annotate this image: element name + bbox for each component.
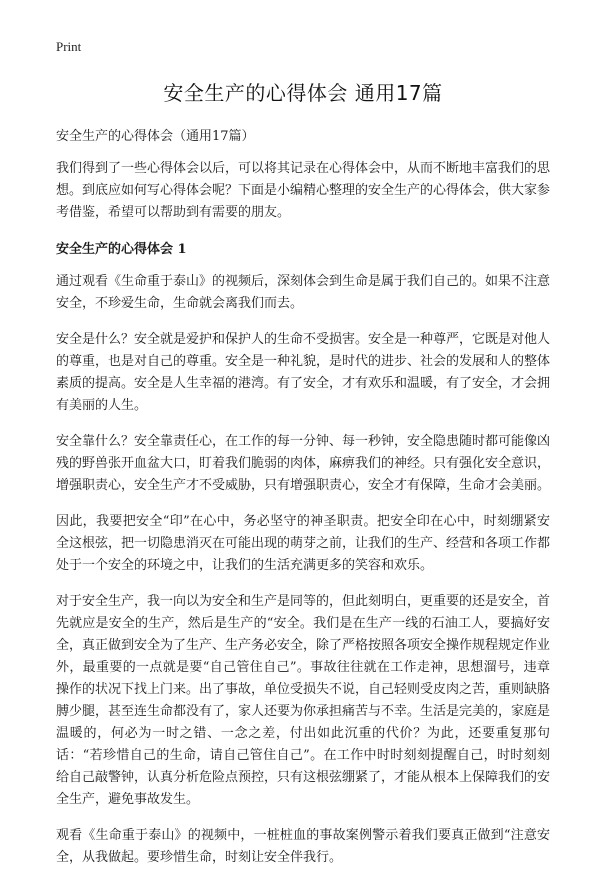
body-paragraph: 因此，我要把安全“印”在心中，务必坚守的神圣职责。把安全印在心中，时刻绷紧安全这根弦，把一切隐患消灭在可能出现的萌芽之前，让我们的生产、经营和各项工作都处于一个安全的环境之中，让我们的生活充满更多的笑容和欢乐。 (56, 514, 551, 573)
intro-paragraph: 我们得到了一些心得体会以后，可以将其记录在心得体会中，从而不断地丰富我们的思想。到底应如何写心得体会呢？下面是小编精心整理的安全生产的心得体会，供大家参考借鉴，希望可以帮助到有需要的朋友。 (56, 161, 551, 220)
body-paragraph: 通过观看《生命重于泰山》的视频后，深刻体会到生命是属于我们自己的。如果不注意安全，不珍爱生命，生命就会离我们而去。 (56, 274, 551, 311)
print-link[interactable]: Print (56, 39, 82, 54)
body-paragraph: 安全是什么？安全就是爱护和保护人的生命不受损害。安全是一种尊严，它既是对他人的尊重，也是对自己的尊重。安全是一种礼貌，是时代的进步、社会的发展和人的整体素质的提高。安全是人生幸福的港湾。有了安全，才有欢乐和温暖，有了安全，才会拥有美丽的人生。 (56, 332, 551, 413)
body-paragraph: 对于安全生产，我一向以为安全和生产是同等的，但此刻明白，更重要的还是安全，首先就应是安全的生产，然后是生产的“安全。我们是在生产一线的石油工人，要搞好安全，真正做到安全为了生产、生产务必安全，除了严格按照各项安全操作规程规定作业外，最重要的一点就是要“自己管住自己”。事故往往就在工作走神，思想溜号，违章操作的状况下找上门来。出了事故，单位受损失不说，自己轻则受皮肉之苦，重则缺胳膊少腿，甚至连生命都没有了，家人还要为你承担痛苦与不幸。生活是完美的，家庭是温暖的，何必为一时之错、一念之差，付出如此沉重的代价？为此，还要重复那句话：“若珍惜自己的生命，请自己管住自己”。在工作中时时刻刻提醒自己，时时刻刻给自己敲警钟，认真分析危险点预控，只有这根弦绷紧了，才能从根本上保障我们的安全生产，避免事故发生。 (56, 594, 551, 807)
body-paragraph: 观看《生命重于泰山》的视频中，一桩桩血的事故案例警示着我们要真正做到“注意安全，从我做起。要珍惜生命，时刻让安全伴我行。 (56, 828, 550, 865)
document-subtitle: 安全生产的心得体会（通用17篇） (56, 129, 255, 144)
document-page (56, 36, 550, 883)
body-paragraph: 安全靠什么？安全靠责任心，在工作的每一分钟、每一秒钟，安全隐患随时都可能像凶残的野兽张开血盆大口，盯着我们脆弱的肉体，麻痹我们的神经。只有强化安全意识，增强职责心，安全生产才不受威胁，只有增强职责心，安全才有保障，生命才会美丽。 (56, 434, 551, 493)
section-heading: 安全生产的心得体会 1 (56, 242, 187, 257)
document-title: 安全生产的心得体会 通用17篇 (163, 81, 443, 105)
